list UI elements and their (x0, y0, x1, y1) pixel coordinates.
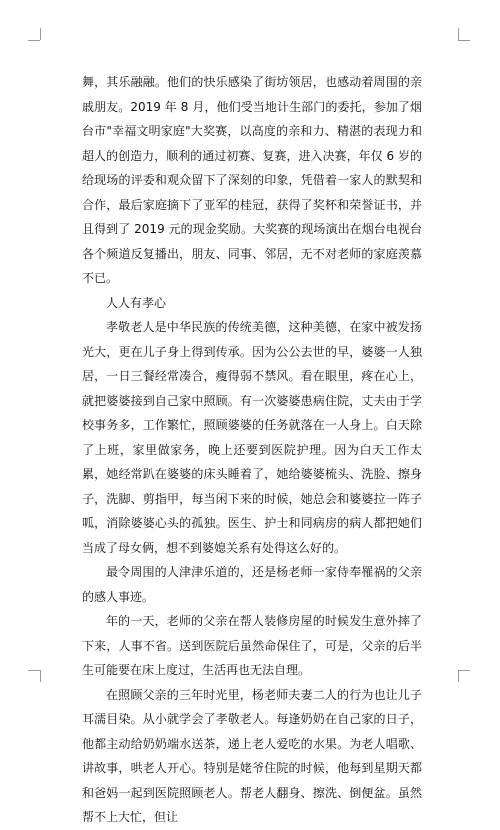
paragraph-1: 舞，其乐融融。他们的快乐感染了街坊领居，也感动着周围的亲戚朋友。2019 年 8 月，他们受当地计生部门的委托，参加了烟台市"幸福文明家庭"大奖赛，以高度的亲和力、精湛的表现力和超人的创造力，顺利的通过初赛、复赛，进入决赛，年仅 6 岁的给现场的评委和观众留下了深刻的印象，凭借着一家人的默契和合作，最后家庭摘下了亚军的桂冠，获得了奖杯和荣誉证书，并且得到了 2019 元的现金奖励。大奖赛的现场演出在烟台电视台各个频道反复播出，朋友、同事、邻居，无不对老师的家庭羡慕不已。 (82, 75, 422, 285)
section-heading: 人人有孝心 (106, 295, 167, 310)
paragraph-4: 年的一天，老师的父亲在帮人装修房屋的时候发生意外摔了下来，人事不省。送到医院后虽然命保住了，可是，父亲的后半生可能要在床上度过，生活再也无法自理。 (82, 614, 422, 677)
document-body (82, 70, 422, 830)
paragraph-3: 最令周围的人津津乐道的，还是杨老师一家侍奉罹祸的父亲的感人事迹。 (82, 565, 422, 604)
paragraph-5: 在照顾父亲的三年时光里，杨老师夫妻二人的行为也让儿子耳濡目染。从小就学会了孝敬老人。每逢奶奶在自己家的日子，他都主动给奶奶端水送茶，递上老人爱吃的水果。为老人唱歌、讲故事，哄老人开心。特别是姥爷住院的时候，他每到星期天都和爸妈一起到医院照顾老人。帮老人翻身、擦洗、倒便盆。虽然帮不上大忙，但让 (82, 687, 422, 824)
paragraph-2: 孝敬老人是中华民族的传统美德，这种美德，在家中被发扬光大，更在儿子身上得到传承。因为公公去世的早，婆婆一人独居，一日三餐经常凑合，瘦得弱不禁风。看在眼里，疼在心上，就把婆婆接到自己家中照顾。有一次婆婆患病住院，丈夫由于学校事务多，工作繁忙，照顾婆婆的任务就落在一人身上。白天除了上班，家里做家务，晚上还要到医院护理。因为白天工作太累，她经常趴在婆婆的床头睡着了，她给婆婆梳头、洗脸、擦身子，洗脚、剪指甲，每当闲下来的时候，她总会和婆婆拉一阵子呱，消除婆婆心头的孤独。医生、护士和同病房的病人都把她们当成了母女俩，想不到婆媳关系有处得这么好的。 (82, 320, 422, 555)
